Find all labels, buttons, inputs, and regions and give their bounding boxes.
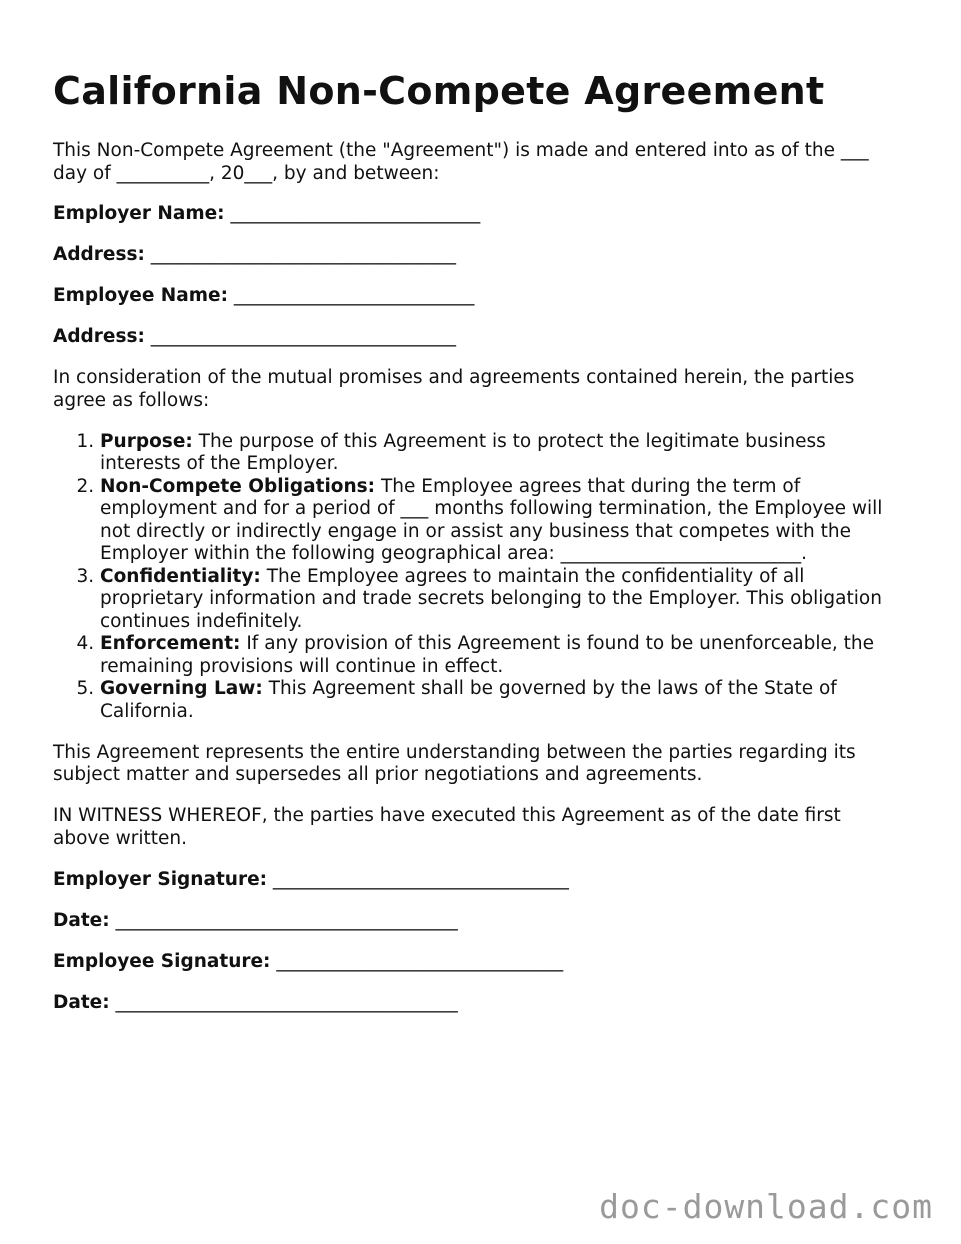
employer-name-field [53, 203, 903, 226]
employer-address-blank: _________________________________ [150, 244, 457, 265]
employee-date-blank: _____________________________________ [115, 991, 458, 1013]
clause-purpose [100, 431, 903, 476]
employee-name-blank: __________________________ [233, 285, 475, 306]
employee-signature-field [53, 951, 903, 974]
watermark: doc-download.com [599, 1187, 933, 1226]
employee-date-label: Date: [53, 991, 110, 1013]
clause-text: The Employee agrees to maintain the confidentiality of all proprietary information and trade secrets belonging to the Employer. This obligation continues indefinitely. [100, 565, 882, 632]
clause-term: Governing Law: [100, 678, 263, 699]
document-page [53, 68, 903, 1033]
clause-text: The Employee agrees that during the term of employment and for a period of ___ months following termination, the Employee will not directly or indirectly engage in or assist any business that competes with the Employer within the following geographical area: __________________________. [100, 475, 883, 564]
employer-name-label: Employer Name: [53, 203, 225, 224]
consideration-paragraph: In consideration of the mutual promises and agreements contained herein, the parties agree as follows: [53, 367, 855, 411]
employee-name-label: Employee Name: [53, 285, 228, 306]
clause-term: Enforcement: [100, 633, 241, 654]
witness-paragraph: IN WITNESS WHEREOF, the parties have executed this Agreement as of the date first above written. [53, 805, 841, 849]
employer-address-label: Address: [53, 244, 145, 265]
employee-address-label: Address: [53, 326, 145, 347]
employee-address-field [53, 326, 903, 349]
employee-date-field [53, 992, 903, 1015]
document-title: California Non-Compete Agreement [53, 69, 825, 113]
employee-address-blank: _________________________________ [150, 326, 457, 347]
employer-date-blank: _____________________________________ [115, 909, 458, 931]
clause-term: Confidentiality: [100, 565, 261, 587]
clause-governing-law [100, 678, 903, 723]
clause-confidentiality [100, 566, 903, 634]
intro-paragraph: This Non-Compete Agreement (the "Agreement") is made and entered into as of the ___ day of __________, 20___, by and between: [53, 140, 869, 184]
employer-address-field [53, 244, 903, 267]
employer-signature-field [53, 869, 903, 892]
clause-text: The purpose of this Agreement is to protect the legitimate business interests of the Employer. [100, 430, 826, 474]
clause-text: This Agreement shall be governed by the laws of the State of California. [100, 678, 837, 722]
employee-signature-label: Employee Signature: [53, 950, 271, 972]
employer-name-blank: ___________________________ [230, 203, 481, 224]
clause-non-compete [100, 476, 903, 566]
employee-name-field [53, 285, 903, 308]
employer-signature-label: Employer Signature: [53, 868, 268, 890]
employer-signature-blank: ________________________________ [272, 868, 569, 890]
employer-date-field [53, 910, 903, 933]
employer-date-label: Date: [53, 909, 110, 931]
clause-term: Purpose: [100, 430, 193, 452]
employee-signature-blank: _______________________________ [276, 950, 564, 972]
clauses-list [53, 431, 903, 724]
entire-agreement-paragraph: This Agreement represents the entire understanding between the parties regarding its subject matter and supersedes all prior negotiations and agreements. [53, 741, 856, 785]
clause-term: Non-Compete Obligations: [100, 475, 376, 497]
clause-text: If any provision of this Agreement is found to be unenforceable, the remaining provisions will continue in effect. [100, 633, 874, 677]
clause-enforcement [100, 633, 903, 678]
